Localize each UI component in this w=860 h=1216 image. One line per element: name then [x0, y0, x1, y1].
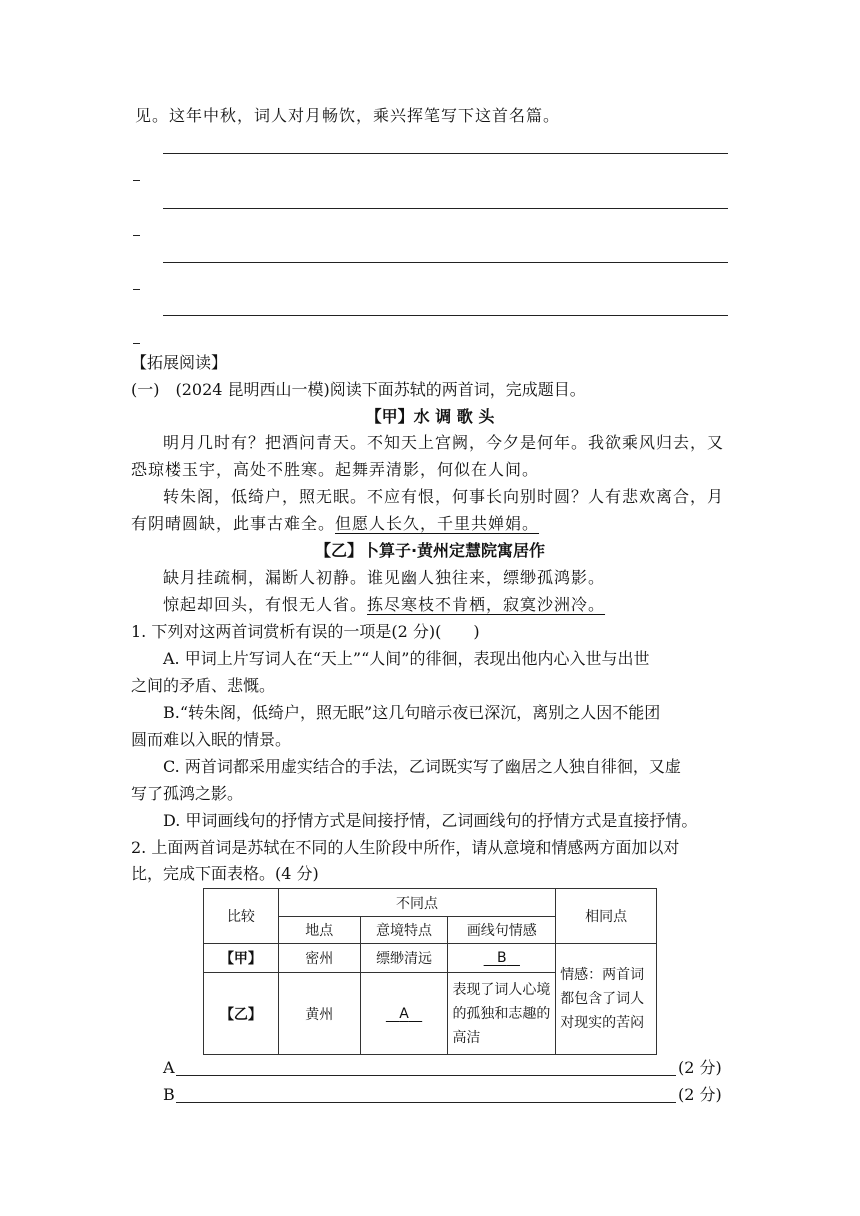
row-yi-place: 黄州 — [278, 973, 360, 1055]
q1-option-a[interactable]: A. 甲词上片写词人在“天上”“人间”的徘徊，表现出他内心入世与出世 — [163, 649, 650, 668]
row-jia-mood: 缥缈清远 — [360, 944, 448, 973]
intro-tail: 见。这年中秋，词人对月畅饮，乘兴挥笔写下这首名篇。 — [135, 106, 561, 125]
answer-line-mark-4 — [133, 343, 140, 344]
header-mood: 意境特点 — [360, 917, 448, 944]
blank-a[interactable] — [386, 1006, 422, 1022]
answer-line-mark-3 — [133, 289, 140, 290]
answer-b-score: (2 分) — [678, 1085, 722, 1104]
poem-jia-line: 明月几时有？把酒问青天。不知天上宫阙，今夕是何年。我欲乘风归去，又 — [163, 433, 725, 452]
answer-line-mark-2 — [133, 235, 140, 236]
row-yi-label: 【乙】 — [204, 973, 279, 1055]
answer-line-4[interactable] — [163, 315, 728, 316]
header-place: 地点 — [278, 917, 360, 944]
q2-stem-cont: 比，完成下面表格。(4 分) — [131, 864, 319, 883]
answer-b-label: B — [163, 1085, 175, 1104]
q1-option-c[interactable]: C. 两首词都采用虚实结合的手法，乙词既实写了幽居之人独自徘徊，又虚 — [163, 757, 681, 776]
blank-b[interactable] — [484, 950, 520, 966]
row-yi-emotion: 表现了词人心境的孤独和志趣的高洁 — [448, 973, 556, 1055]
row-jia-emotion-cell[interactable] — [448, 944, 556, 973]
q1-option-b-cont: 圆而难以入眠的情景。 — [131, 730, 292, 749]
q1-stem: 1. 下列对这两首词赏析有误的一项是(2 分)( ) — [131, 622, 480, 641]
row-yi-mood-cell[interactable] — [360, 973, 448, 1055]
poem-jia-line: 转朱阁，低绮户，照无眠。不应有恨，何事长向别时圆？人有悲欢离合，月 — [163, 487, 725, 506]
answer-b-line[interactable] — [176, 1102, 676, 1103]
q1-option-a-cont: 之间的矛盾、悲慨。 — [131, 676, 276, 695]
poem-yi-plain: 惊起却回头，有恨无人省。 — [163, 595, 368, 614]
answer-line-mark-1 — [133, 180, 140, 181]
header-emotion: 画线句情感 — [448, 917, 556, 944]
answer-a-line[interactable] — [176, 1075, 676, 1076]
answer-a-label: A — [163, 1058, 175, 1077]
answer-line-1[interactable] — [163, 153, 728, 154]
poem-jia-line: 恐琼楼玉宇，高处不胜寒。起舞弄清影，何似在人间。 — [131, 460, 540, 479]
poem-yi-line — [163, 593, 605, 617]
header-compare: 比较 — [204, 889, 279, 944]
row-jia-place: 密州 — [278, 944, 360, 973]
poem-jia-title: 【甲】水 调 歌 头 — [365, 407, 495, 426]
section-title: 【拓展阅读】 — [131, 353, 228, 372]
answer-line-3[interactable] — [163, 262, 728, 263]
q1-option-b[interactable]: B.“转朱阁，低绮户，照无眠”这几句暗示夜已深沉，离别之人因不能团 — [163, 703, 661, 722]
header-same: 相同点 — [556, 889, 657, 944]
answer-line-2[interactable] — [163, 208, 728, 209]
poem-jia-plain: 有阴晴圆缺，此事古难全。 — [131, 514, 336, 533]
poem-yi-underlined: 拣尽寒枝不肯栖，寂寞沙洲冷。 — [367, 595, 606, 614]
q1-option-c-cont: 写了孤鸿之影。 — [131, 784, 244, 803]
poem-yi-line: 缺月挂疏桐，漏断人初静。谁见幽人独往来，缥缈孤鸿影。 — [163, 568, 606, 587]
header-diff: 不同点 — [278, 889, 555, 917]
q1-option-d[interactable]: D. 甲词画线句的抒情方式是间接抒情，乙词画线句的抒情方式是直接抒情。 — [163, 811, 698, 830]
answer-a-score: (2 分) — [678, 1058, 722, 1077]
row-jia-label: 【甲】 — [204, 944, 279, 973]
poem-yi-title: 【乙】卜算子·黄州定慧院寓居作 — [314, 541, 546, 560]
poem-jia-underlined: 但愿人长久，千里共婵娟。 — [335, 514, 540, 533]
q2-stem: 2. 上面两首词是苏轼在不同的人生阶段中所作，请从意境和情感两方面加以对 — [131, 838, 680, 857]
same-point: 情感：两首词都包含了词人对现实的苦闷 — [556, 944, 657, 1055]
blank-a-label: A — [399, 1005, 409, 1022]
poem-jia-line — [131, 512, 539, 536]
comparison-table — [203, 888, 657, 1055]
blank-b-label: B — [497, 950, 507, 966]
passage-intro: (一) (2024 昆明西山一模)阅读下面苏轼的两首词，完成题目。 — [131, 380, 586, 399]
